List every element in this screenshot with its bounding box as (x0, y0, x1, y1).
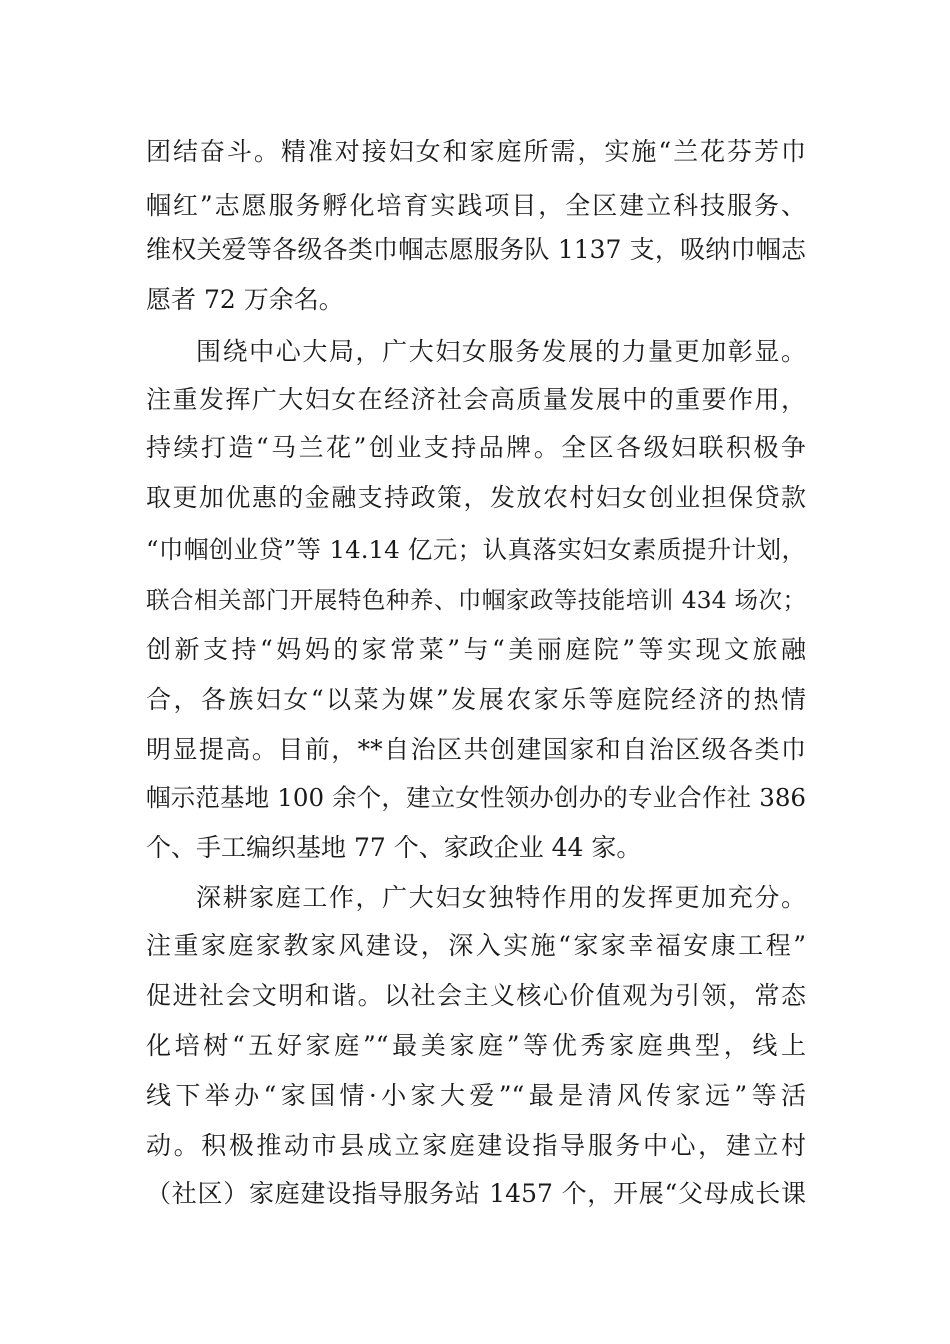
text-line-7: 持续打造“马兰花”创业支持品牌。全区各级妇联积极争 (146, 433, 806, 462)
paragraph-2-heading-line: 围绕中心大局，广大妇女服务发展的力量更加彰显。 (196, 337, 806, 366)
text-line-14: 帼示范基地 100 余个，建立女性领办创办的专业合作社 386 (146, 783, 806, 812)
text-line-8: 取更加优惠的金融支持政策，发放农村妇女创业担保贷款 (146, 483, 806, 512)
text-line-6: 注重发挥广大妇女在经济社会高质量发展中的重要作用， (146, 385, 806, 414)
text-line-22: （社区）家庭建设指导服务站 1457 个，开展“父母成长课 (146, 1179, 806, 1208)
text-line-13: 明显提高。目前，**自治区共创建国家和自治区级各类巾 (146, 735, 806, 764)
text-line-3: 维权关爱等各级各类巾帼志愿服务队 1137 支，吸纳巾帼志 (146, 235, 806, 264)
text-line-9: “巾帼创业贷”等 14.14 亿元；认真落实妇女素质提升计划， (146, 535, 806, 564)
paragraph-3-heading-line: 深耕家庭工作，广大妇女独特作用的发挥更加充分。 (196, 883, 806, 912)
text-line-21: 动。积极推动市县成立家庭建设指导服务中心，建立村 (146, 1131, 806, 1160)
text-line-17: 注重家庭家教家风建设，深入实施“家家幸福安康工程” (146, 931, 806, 960)
text-line-19: 化培树“五好家庭”“最美家庭”等优秀家庭典型，线上 (146, 1031, 806, 1060)
text-line-2: 帼红”志愿服务孵化培育实践项目，全区建立科技服务、 (146, 191, 806, 220)
text-line-12: 合，各族妇女“以菜为媒”发展农家乐等庭院经济的热情 (146, 685, 806, 714)
text-line-4: 愿者 72 万余名。 (146, 285, 344, 314)
text-line-10: 联合相关部门开展特色种养、巾帼家政等技能培训 434 场次； (146, 586, 806, 614)
text-line-11: 创新支持“妈妈的家常菜”与“美丽庭院”等实现文旅融 (146, 635, 806, 664)
text-line-18: 促进社会文明和谐。以社会主义核心价值观为引领，常态 (146, 981, 806, 1010)
text-line-15: 个、手工编织基地 77 个、家政企业 44 家。 (146, 833, 642, 862)
text-line-20: 线下举办“家国情·小家大爱”“最是清风传家远”等活 (146, 1081, 806, 1110)
text-line-1: 团结奋斗。精准对接妇女和家庭所需，实施“兰花芬芳巾 (146, 137, 806, 166)
